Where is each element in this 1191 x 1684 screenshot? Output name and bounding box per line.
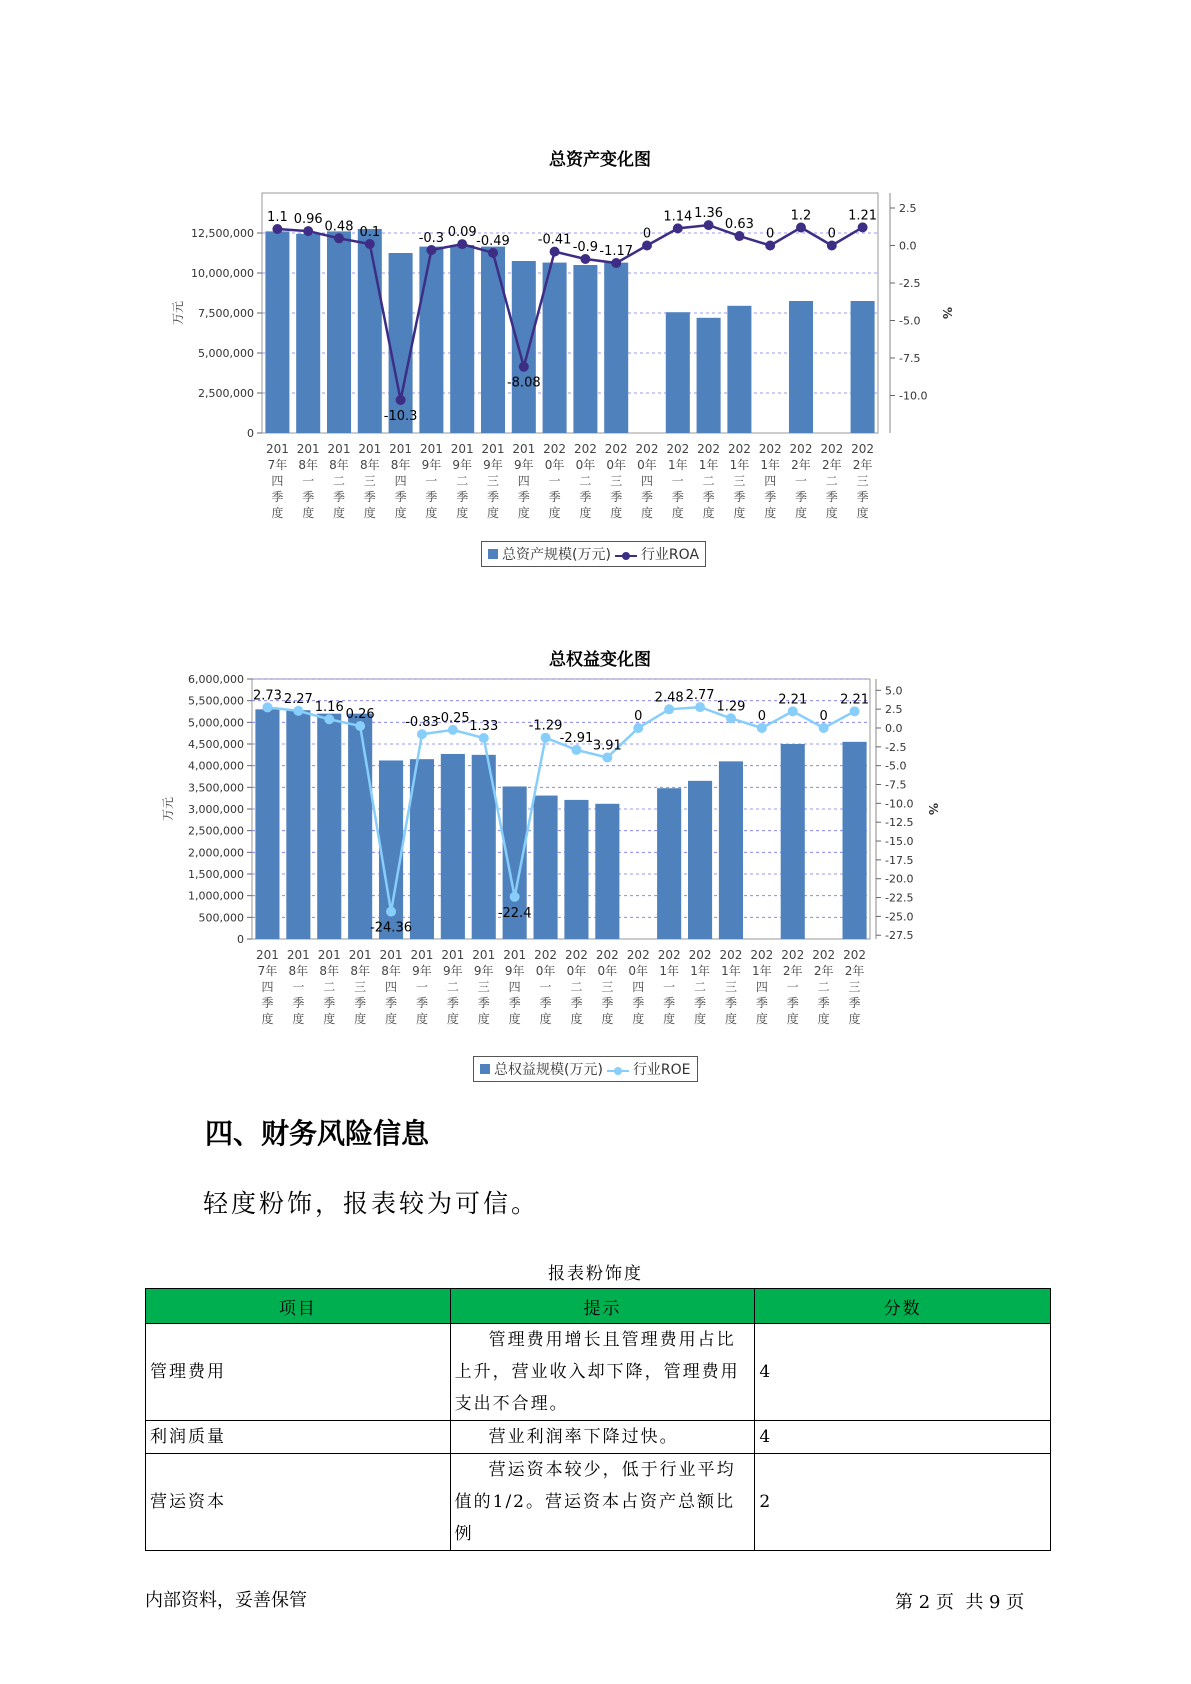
y2-tick-label: 0.0 — [885, 721, 903, 735]
bar — [327, 231, 351, 433]
line-point — [602, 752, 612, 762]
bar — [842, 742, 866, 939]
table-row — [146, 1324, 1051, 1421]
data-label: 0 — [827, 226, 836, 242]
table-row — [146, 1454, 1051, 1551]
y-tick-label: 2,500,000 — [198, 387, 254, 400]
legend-bar-label: 总资产规模(万元) — [502, 547, 611, 563]
line-point — [334, 233, 344, 243]
data-label: 1.1 — [267, 210, 288, 225]
row-item: 管理费用 — [146, 1324, 451, 1421]
chart-legend — [473, 1056, 698, 1082]
bar — [265, 231, 289, 433]
risk-table — [145, 1288, 1051, 1551]
line-point — [293, 706, 303, 716]
x-tick-label: 201 9年三季度 — [481, 442, 505, 520]
line-point — [272, 224, 282, 234]
total-assets-chart-svg — [170, 165, 1030, 555]
x-tick-label: 202 1年二季度 — [688, 948, 712, 1026]
y-tick-label: 3,500,000 — [188, 781, 244, 795]
x-tick-label: 202 0年二季度 — [564, 948, 588, 1026]
data-label: 3.91 — [592, 738, 622, 754]
data-label: -8.08 — [506, 375, 541, 391]
x-tick-label: 201 8年四季度 — [389, 442, 413, 520]
x-tick-label: 201 8年四季度 — [379, 948, 403, 1026]
y2-tick-label: -5.0 — [885, 759, 907, 773]
legend-line-label: 行业ROA — [640, 547, 700, 563]
conclusion-text: 轻度粉饰，报表较为可信。 — [203, 1189, 540, 1218]
line-point — [788, 706, 798, 716]
line-point — [726, 713, 736, 723]
bar — [441, 754, 465, 939]
row-item: 营运资本 — [146, 1454, 451, 1551]
x-tick-label: 201 9年四季度 — [503, 948, 527, 1026]
y2-tick-label: -7.5 — [899, 352, 921, 365]
data-label: 1.14 — [663, 209, 693, 225]
x-tick-label: 201 9年二季度 — [450, 442, 474, 520]
data-label: -10.3 — [383, 409, 418, 424]
y2-tick-label: -25.0 — [885, 910, 914, 924]
column-header: 分数 — [755, 1289, 1051, 1324]
chart-title: 总资产变化图 — [549, 150, 651, 170]
row-hint: 营业利润率下降过快。 — [450, 1421, 755, 1454]
x-tick-label: 202 1年四季度 — [750, 948, 774, 1026]
x-tick-label: 201 8年三季度 — [358, 442, 382, 520]
line-point — [633, 723, 643, 733]
data-label: 0.09 — [447, 225, 477, 241]
line-point — [611, 258, 621, 268]
data-label: -1.17 — [599, 244, 634, 260]
line-point — [642, 241, 652, 251]
line-point — [819, 723, 829, 733]
y-tick-label: 0 — [237, 933, 244, 946]
bar — [481, 247, 505, 433]
data-label: 2.48 — [654, 690, 684, 706]
bar — [719, 761, 743, 939]
data-label: 0 — [634, 708, 643, 724]
y2-tick-label: -27.5 — [885, 929, 914, 943]
line-point — [303, 226, 313, 236]
y2-tick-label: -10.0 — [885, 797, 914, 811]
x-tick-label: 202 0年三季度 — [604, 442, 628, 520]
bar — [255, 709, 279, 939]
y-tick-label: 4,000,000 — [188, 759, 244, 773]
y2-tick-label: -7.5 — [885, 778, 907, 792]
x-tick-label: 202 1年三季度 — [727, 442, 751, 520]
y2-tick-label: -10.0 — [899, 389, 928, 403]
y-tick-label: 5,000,000 — [198, 347, 254, 360]
line-point — [796, 223, 806, 233]
y-tick-label: 2,500,000 — [188, 824, 244, 838]
x-tick-label: 202 0年四季度 — [635, 442, 659, 520]
data-label: 2.21 — [778, 692, 808, 708]
data-label: 0.63 — [724, 217, 754, 233]
bar — [573, 265, 597, 433]
bar — [564, 800, 588, 939]
bar — [657, 788, 681, 939]
line-point — [365, 239, 375, 249]
footer-confidential-note: 内部资料，妥善保管 — [145, 1590, 307, 1611]
table-header-row — [146, 1289, 1051, 1324]
y-tick-label: 5,000,000 — [188, 716, 244, 730]
line-point — [510, 892, 520, 902]
line-point — [417, 729, 427, 739]
footer-page-number: 第 2 页 共 9 页 — [895, 1592, 1025, 1613]
line-point — [488, 248, 498, 258]
line-point — [571, 745, 581, 755]
total-equity-chart — [161, 645, 1030, 1085]
x-tick-label: 201 9年三季度 — [472, 948, 496, 1026]
line-point — [858, 222, 868, 232]
x-tick-label: 201 7年四季度 — [255, 948, 279, 1026]
y-tick-label: 1,000,000 — [188, 889, 244, 903]
data-label: 0.96 — [293, 212, 323, 228]
row-score: 2 — [755, 1454, 1051, 1551]
x-tick-label: 201 8年二季度 — [327, 442, 351, 520]
data-label: 2.21 — [840, 692, 870, 708]
y2-tick-label: 0.0 — [899, 239, 917, 253]
y-tick-label: 3,000,000 — [188, 803, 244, 816]
y2-tick-label: -17.5 — [885, 853, 914, 867]
x-tick-label: 202 2年三季度 — [843, 948, 867, 1026]
line-point — [541, 733, 551, 743]
row-hint: 管理费用增长且管理费用占比上升，营业收入却下降，管理费用支出不合理。 — [450, 1324, 755, 1421]
data-label: -2.91 — [559, 730, 594, 746]
bar — [389, 253, 413, 433]
legend-bar-label: 总权益规模(万元) — [494, 1062, 603, 1078]
data-label: -0.25 — [436, 710, 470, 726]
section-heading: 四、财务风险信息 — [205, 1117, 430, 1150]
data-label: 1.29 — [716, 699, 746, 715]
x-tick-label: 201 8年三季度 — [348, 948, 372, 1026]
row-score: 4 — [755, 1324, 1051, 1421]
line-point — [355, 721, 365, 731]
data-label: -0.9 — [572, 240, 599, 255]
x-tick-label: 201 9年一季度 — [419, 442, 443, 520]
x-tick-label: 202 0年四季度 — [626, 948, 650, 1026]
y-axis-title: 万元 — [171, 300, 185, 326]
bar — [543, 263, 567, 433]
line-point — [757, 723, 767, 733]
bar — [727, 306, 751, 433]
y2-tick-label: -15.0 — [885, 835, 914, 849]
line-point — [673, 223, 683, 233]
line-point — [827, 241, 837, 251]
x-tick-label: 202 0年一季度 — [543, 442, 567, 520]
bar — [512, 261, 536, 433]
data-label: 1.36 — [694, 206, 724, 222]
data-label: 0.26 — [345, 707, 375, 723]
data-label: 2.77 — [685, 688, 715, 704]
x-tick-label: 202 1年一季度 — [657, 948, 681, 1026]
total-equity-chart-svg — [161, 667, 1030, 1062]
data-label: 0 — [642, 226, 652, 242]
x-tick-label: 201 9年一季度 — [410, 948, 434, 1026]
data-label: -0.83 — [405, 715, 439, 731]
line-point — [457, 239, 467, 249]
x-tick-label: 202 2年二季度 — [820, 442, 844, 520]
x-tick-label: 202 1年一季度 — [666, 442, 690, 520]
y2-tick-label: -5.0 — [899, 314, 921, 328]
x-tick-label: 201 9年四季度 — [512, 442, 536, 520]
bar — [450, 245, 474, 433]
line-legend-swatch — [615, 549, 637, 559]
y2-axis-title: % — [926, 802, 940, 816]
line-point — [479, 733, 489, 743]
y-tick-label: 1,500,000 — [188, 868, 244, 881]
y-tick-label: 12,500,000 — [191, 227, 254, 240]
x-tick-label: 202 1年二季度 — [697, 442, 721, 520]
total-assets-chart — [170, 145, 1030, 575]
bar — [789, 301, 813, 433]
y-tick-label: 2,000,000 — [188, 846, 244, 860]
bar — [851, 301, 875, 433]
bar — [317, 714, 341, 939]
data-label: 1.33 — [469, 719, 499, 735]
line-point — [396, 395, 406, 405]
y-tick-label: 500,000 — [198, 911, 244, 925]
line-point — [695, 702, 705, 712]
data-label: -0.49 — [476, 233, 510, 249]
x-tick-label: 202 0年三季度 — [595, 948, 619, 1026]
chart-title: 总权益变化图 — [549, 650, 651, 670]
data-label: -24.36 — [370, 920, 413, 936]
line-point — [850, 706, 860, 716]
x-tick-label: 201 9年二季度 — [441, 948, 465, 1026]
table-caption: 报表粉饰度 — [548, 1264, 643, 1284]
row-score: 4 — [755, 1421, 1051, 1454]
bar — [419, 247, 443, 433]
y-tick-label: 4,500,000 — [188, 738, 244, 751]
bar — [666, 312, 690, 433]
bar — [296, 234, 320, 433]
y-tick-label: 7,500,000 — [198, 307, 254, 320]
bar-legend-swatch — [488, 549, 498, 559]
x-tick-label: 202 1年四季度 — [758, 442, 782, 520]
column-header: 提示 — [450, 1289, 755, 1324]
x-tick-label: 202 0年一季度 — [534, 948, 558, 1026]
line-point — [262, 702, 272, 712]
x-tick-label: 202 2年二季度 — [812, 948, 836, 1026]
data-label: 0 — [757, 708, 766, 724]
row-hint: 营运资本较少，低于行业平均值的1/2。营运资本占资产总额比例 — [450, 1454, 755, 1551]
data-label: 0.1 — [359, 225, 381, 240]
data-label: -1.29 — [528, 718, 563, 734]
data-label: 1.21 — [848, 208, 878, 224]
x-tick-label: 202 2年一季度 — [781, 948, 805, 1026]
column-header: 项目 — [146, 1289, 451, 1324]
x-tick-label: 201 8年二季度 — [317, 948, 341, 1026]
legend-line-label: 行业ROE — [632, 1062, 691, 1078]
y2-tick-label: -12.5 — [885, 816, 914, 830]
y-tick-label: 10,000,000 — [191, 267, 254, 280]
bar — [533, 796, 557, 939]
bar-legend-swatch — [480, 1064, 490, 1074]
data-label: -0.3 — [418, 231, 445, 246]
line-point — [734, 231, 744, 241]
row-item: 利润质量 — [146, 1421, 451, 1454]
bar — [286, 710, 310, 939]
x-tick-label: 202 0年二季度 — [573, 442, 597, 520]
x-tick-label: 202 2年三季度 — [851, 442, 875, 520]
y2-tick-label: -22.5 — [885, 891, 914, 905]
y2-tick-label: 2.5 — [885, 703, 903, 717]
x-tick-label: 202 2年一季度 — [789, 442, 813, 520]
data-label: -0.41 — [537, 232, 572, 248]
x-tick-label: 201 8年一季度 — [286, 948, 310, 1026]
y2-tick-label: 5.0 — [885, 684, 903, 698]
y2-tick-label: 2.5 — [899, 202, 917, 215]
x-tick-label: 201 8年一季度 — [296, 442, 320, 520]
data-label: 2.73 — [252, 688, 282, 704]
line-point — [386, 907, 396, 917]
bar — [688, 781, 712, 939]
line-legend-swatch — [607, 1064, 629, 1074]
data-label: 0 — [766, 226, 775, 242]
y2-axis-title: % — [940, 306, 954, 320]
y-tick-label: 0 — [247, 427, 254, 440]
bar — [781, 744, 805, 939]
line-point — [448, 725, 458, 735]
data-label: -22.4 — [497, 905, 532, 921]
data-label: 1.2 — [790, 208, 812, 224]
line-point — [580, 254, 590, 264]
line-point — [550, 247, 560, 257]
bar — [358, 229, 382, 433]
y2-tick-label: -2.5 — [885, 740, 907, 754]
y-tick-label: 6,000,000 — [188, 673, 244, 686]
y-axis-title: 万元 — [161, 796, 175, 822]
x-tick-label: 202 1年三季度 — [719, 948, 743, 1026]
data-label: 1.16 — [314, 700, 344, 716]
data-label: 0 — [819, 708, 828, 724]
data-label: 2.27 — [283, 691, 313, 707]
y2-tick-label: -20.0 — [885, 872, 914, 886]
y2-tick-label: -2.5 — [899, 277, 921, 290]
line-point — [664, 704, 674, 714]
bar — [595, 804, 619, 939]
table-row — [146, 1421, 1051, 1454]
line-point — [324, 714, 334, 724]
x-tick-label: 201 7年四季度 — [265, 442, 289, 520]
line-point — [519, 362, 529, 372]
line-point — [765, 241, 775, 251]
y-tick-label: 5,500,000 — [188, 694, 244, 708]
bar — [604, 263, 628, 433]
chart-legend — [481, 541, 706, 567]
bar — [697, 318, 721, 433]
line-point — [704, 220, 714, 230]
line-point — [426, 245, 436, 255]
bar — [348, 714, 372, 939]
data-label: 0.48 — [324, 219, 354, 235]
